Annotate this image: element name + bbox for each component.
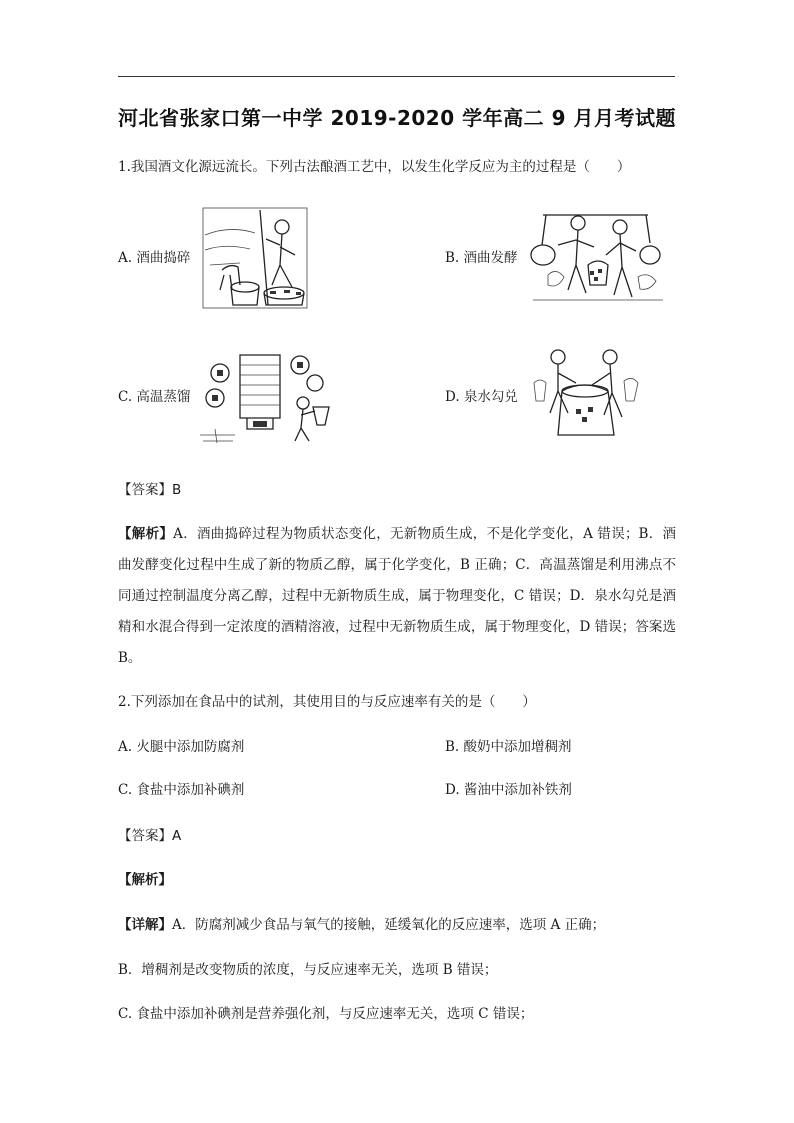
q1-analysis: [118, 519, 676, 674]
q1-option-b: B. 酒曲发酵: [445, 250, 518, 266]
q2-detail-c: C. 食盐中添加补碘剂是营养强化剂，与反应速率无关，选项 C 错误；: [118, 1006, 534, 1022]
q1-answer-value: B: [172, 482, 182, 498]
q1-analysis-text: A．酒曲捣碎过程为物质状态变化，无新物质生成，不是化学变化，A 错误；B．酒曲发酵变化过程中生成了新的物质乙醇，属于化学变化，B 正确；C．高温蒸馏是利用沸点不同通过控制温度分离乙醇，过程中无新物质生成，属于物理变化，C 错误；D．泉水勾兑是酒精和水混合得到一定浓度的酒精溶液，过程中无新物质生成，属于物理变化，D 错误；答案选 B。: [118, 526, 677, 666]
q2-option-a: A. 火腿中添加防腐剂: [118, 739, 245, 755]
q1-answer: [118, 480, 181, 500]
q2-detail-b: B．增稠剂是改变物质的浓度，与反应速率无关，选项 B 错误；: [118, 962, 498, 978]
q1-analysis-tag: 【解析】: [118, 526, 174, 542]
q2-detail-a-text: A．防腐剂减少食品与氧气的接触，延缓氧化的反应速率，选项 A 正确；: [172, 917, 606, 933]
q2-detail-a: [118, 915, 605, 935]
q1-option-a: A. 酒曲捣碎: [118, 250, 191, 266]
header-rule: [118, 76, 675, 77]
fermenting-illustration: [528, 205, 668, 305]
q2-answer-tag: 【答案】: [118, 828, 172, 844]
q1-option-d: D. 泉水勾兑: [445, 389, 518, 405]
q1-answer-tag: 【答案】: [118, 482, 172, 498]
grinding-illustration: [200, 205, 310, 310]
distilling-illustration: [195, 343, 335, 445]
blending-illustration: [528, 343, 640, 441]
q2-option-d: D. 酱油中添加补铁剂: [445, 782, 572, 798]
question-1-stem: 1.我国酒文化源远流长。下列古法酿酒工艺中，以发生化学反应为主的过程是（ ）: [118, 159, 631, 175]
question-2-stem: 2.下列添加在食品中的试剂，其使用目的与反应速率有关的是（ ）: [118, 694, 536, 710]
q2-analysis-tag: 【解析】: [118, 872, 172, 888]
q2-detail-tag: 【详解】: [118, 917, 172, 933]
page-title: 河北省张家口第一中学 2019-2020 学年高二 9 月月考试题: [118, 106, 676, 130]
q2-answer-value: A: [172, 828, 182, 844]
q1-option-c: C. 高温蒸馏: [118, 389, 191, 405]
q2-option-b: B. 酸奶中添加增稠剂: [445, 739, 572, 755]
q2-answer: [118, 826, 181, 846]
q2-option-c: C. 食盐中添加补碘剂: [118, 782, 245, 798]
